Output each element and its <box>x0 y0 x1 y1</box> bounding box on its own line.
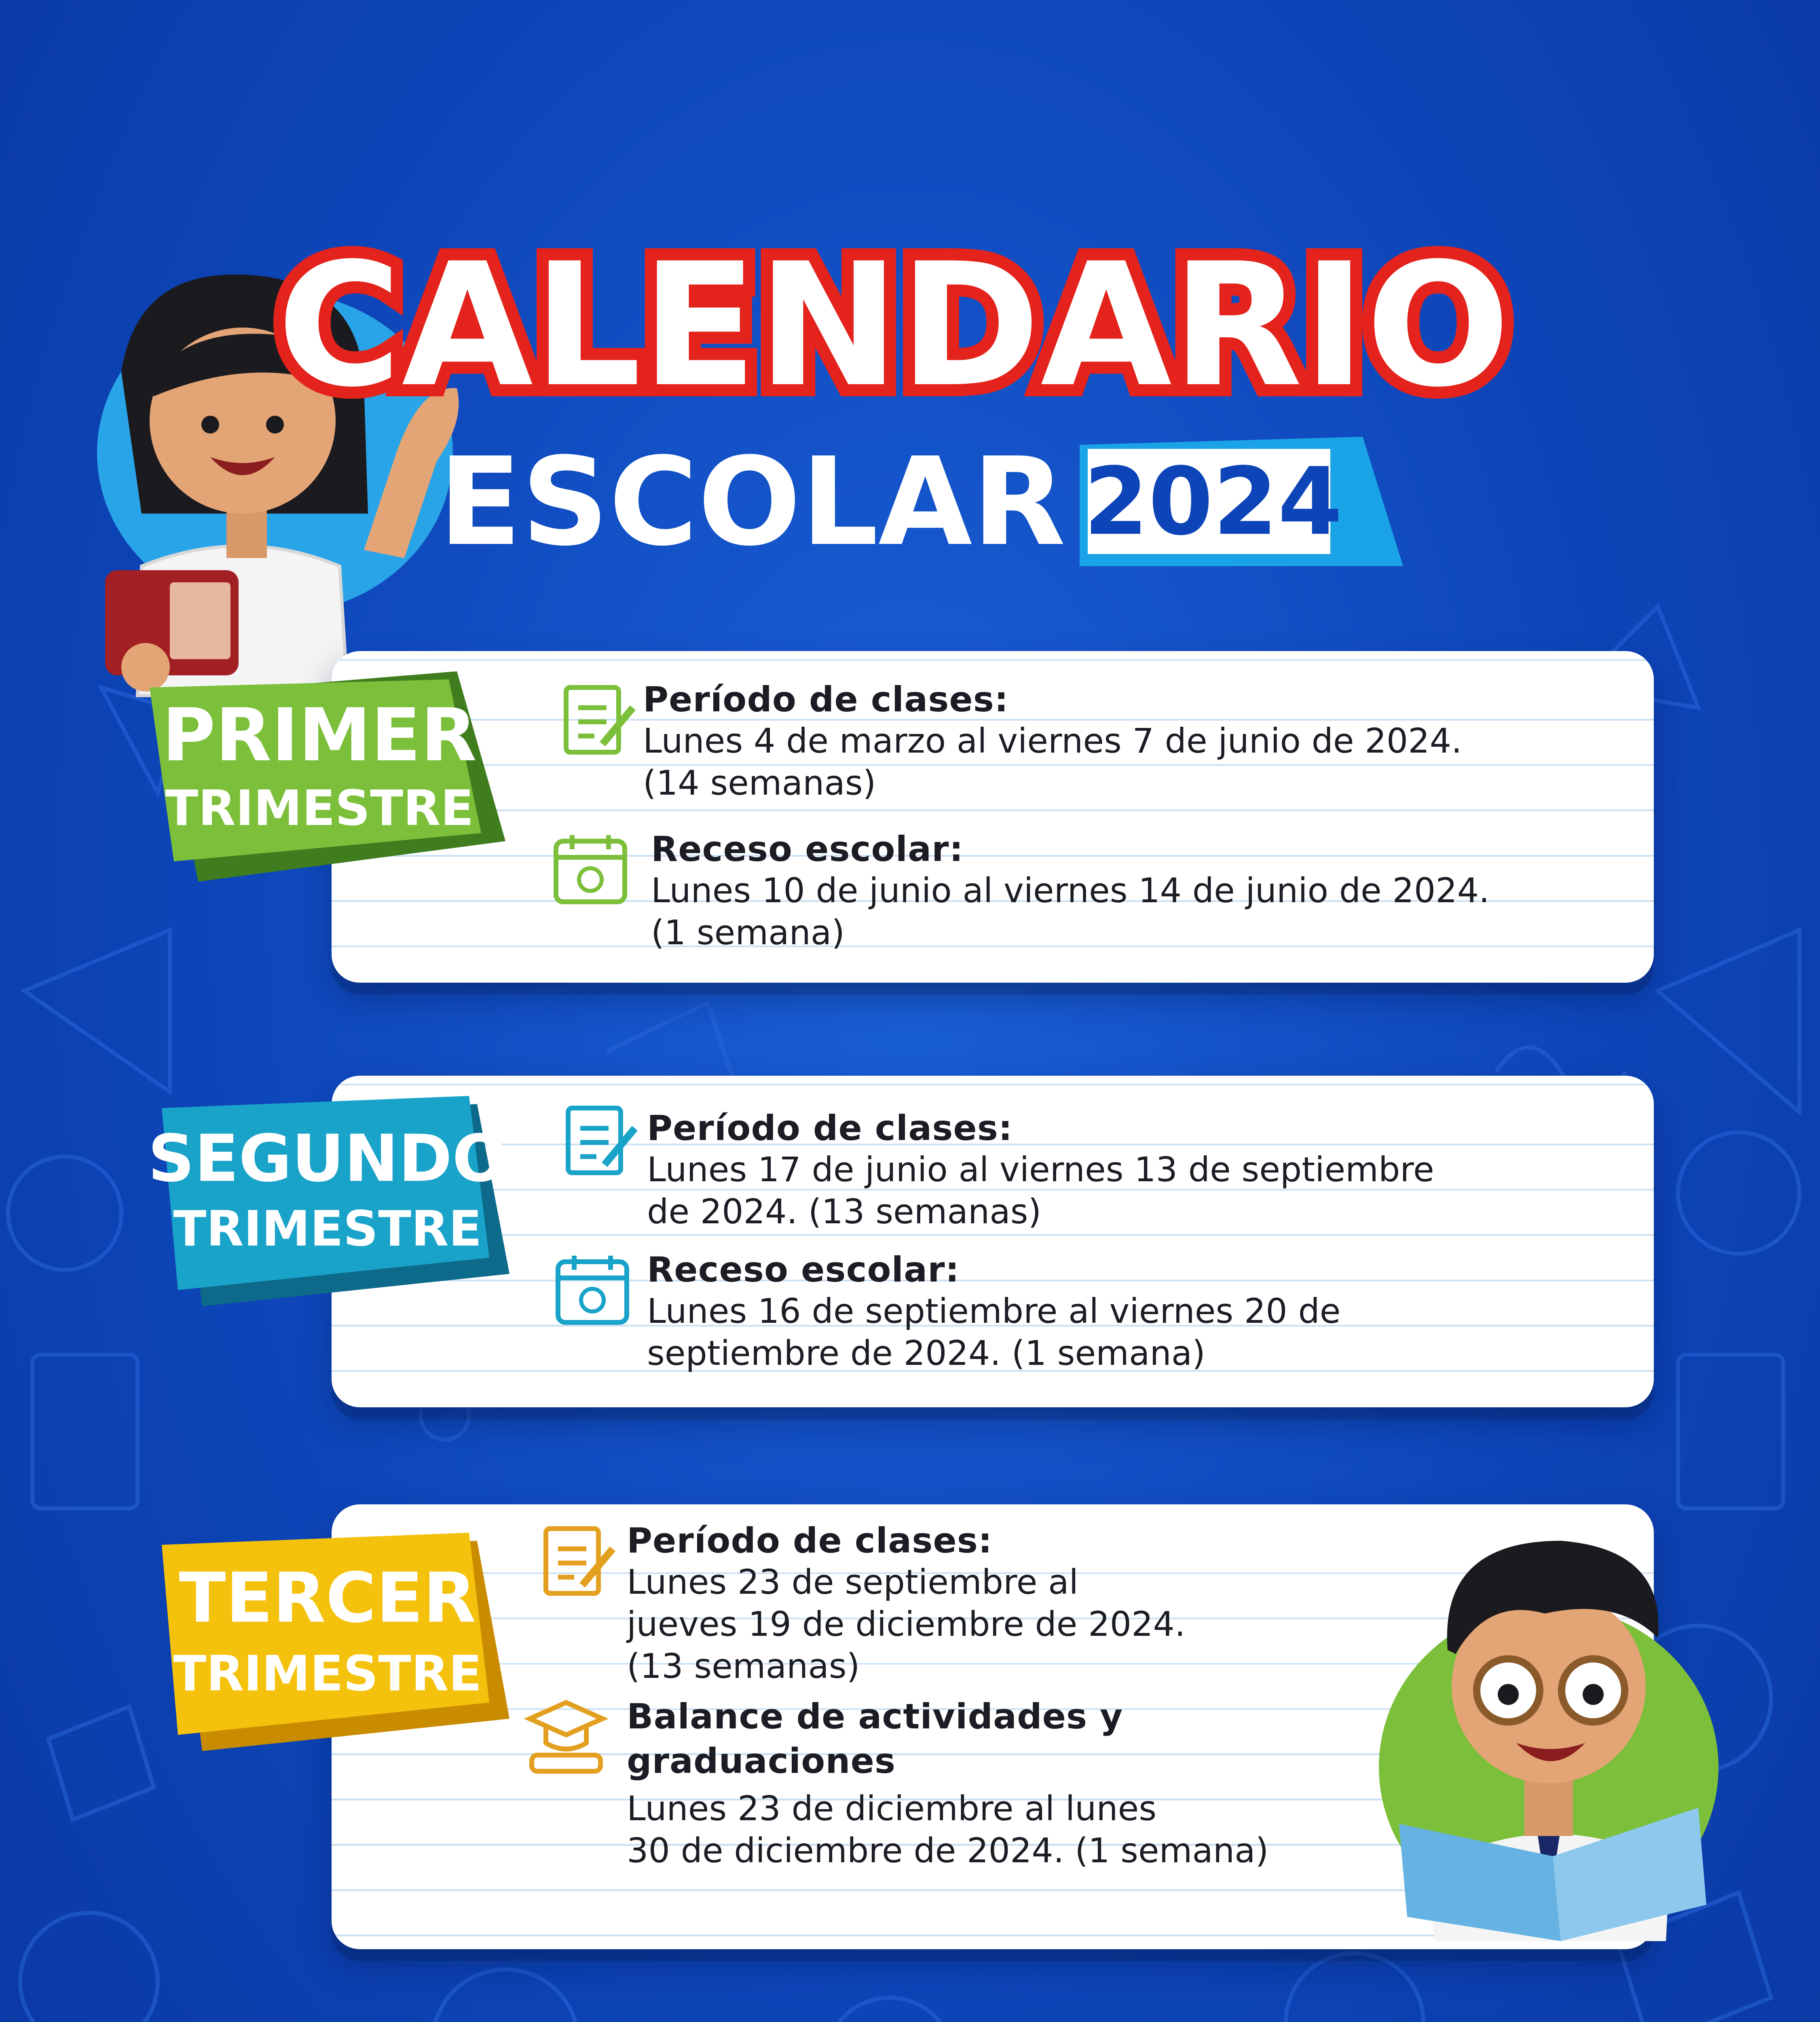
period-heading: Período de clases: <box>627 1521 993 1561</box>
svg-text:TRIMESTRE: TRIMESTRE <box>165 780 474 837</box>
calendar-sun-icon <box>550 829 631 910</box>
recess-heading: Receso escolar: <box>647 1250 960 1290</box>
recess-heading: Receso escolar: <box>651 829 964 869</box>
recess-text: Lunes 16 de septiembre al viernes 20 de septiembre de 2024. (1 semana) <box>647 1291 1341 1373</box>
document-pencil-icon <box>538 1521 619 1601</box>
year-banner <box>1080 437 1403 574</box>
period-text: Lunes 23 de septiembre al jueves 19 de diciembre de 2024. (13 semanas) <box>627 1562 1186 1686</box>
calendar-sun-icon <box>552 1250 633 1330</box>
graduation-cap-icon <box>526 1694 607 1775</box>
period-text: Lunes 17 de junio al viernes 13 de septiembre de 2024. (13 semanas) <box>647 1150 1434 1231</box>
document-pencil-icon <box>560 1100 641 1181</box>
svg-text:TRIMESTRE: TRIMESTRE <box>173 1646 482 1702</box>
svg-text:2024: 2024 <box>1083 448 1343 556</box>
svg-text:ESCOLAR: ESCOLAR <box>438 431 1066 573</box>
segundo-trimestre-label <box>148 1096 526 1340</box>
boy-student-illustration <box>1334 1516 1779 1941</box>
document-pencil-icon <box>558 679 639 760</box>
graduation-text: Lunes 23 de diciembre al lunes 30 de diciembre de 2024. (1 semana) <box>627 1789 1269 1870</box>
period-heading: Período de clases: <box>643 679 1009 720</box>
svg-text:TRIMESTRE: TRIMESTRE <box>173 1201 482 1257</box>
title-escolar <box>438 429 1066 573</box>
primer-trimestre-label <box>150 671 514 916</box>
svg-text:CALENDARIO: CALENDARIO <box>277 227 1510 425</box>
svg-text:PRIMER: PRIMER <box>162 693 477 778</box>
svg-text:TERCER: TERCER <box>179 1558 476 1638</box>
graduation-heading: Balance de actividades y graduaciones <box>627 1696 1123 1781</box>
recess-text: Lunes 10 de junio al viernes 14 de junio de 2024. (1 semana) <box>651 871 1490 952</box>
svg-text:SEGUNDO: SEGUNDO <box>148 1121 507 1196</box>
title-calendario <box>277 226 1510 437</box>
period-text: Lunes 4 de marzo al viernes 7 de junio de 2024. (14 semanas) <box>643 721 1462 803</box>
tercer-trimestre-label <box>162 1533 526 1785</box>
period-heading: Período de clases: <box>647 1108 1013 1148</box>
